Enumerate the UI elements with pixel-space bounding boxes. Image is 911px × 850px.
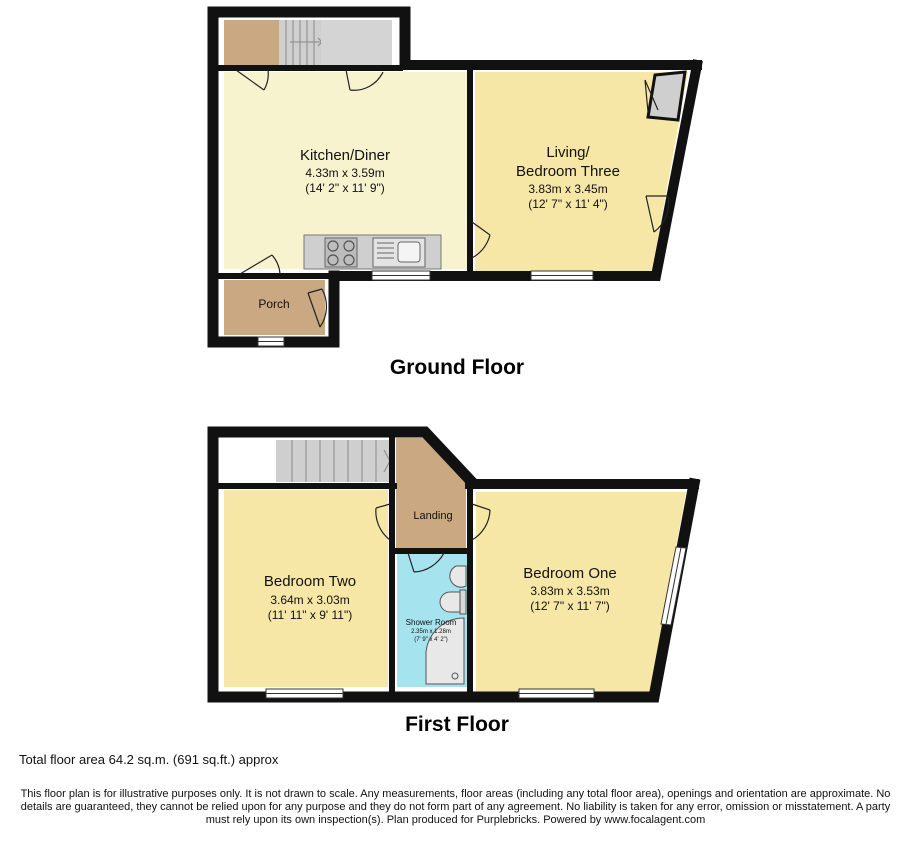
shower-room-imperial: (7' 9" x 4' 2") — [414, 637, 448, 643]
bedroom-two-name: Bedroom Two — [263, 573, 357, 590]
ground-cupboard — [321, 20, 392, 65]
living-chimney — [648, 72, 685, 120]
landing-room — [396, 438, 466, 548]
living-imperial: (12' 7" x 11' 4") — [528, 197, 608, 211]
ground-floor — [213, 12, 697, 379]
landing-name: Landing — [413, 510, 453, 522]
porch-name: Porch — [258, 297, 290, 311]
bedroom-one-metric: 3.83m x 3.53m — [530, 584, 610, 598]
bedroom-one-imperial: (12' 7" x 11' 7") — [530, 599, 610, 613]
total-floor-area: Total floor area 64.2 sq.m. (691 sq.ft.) approx — [19, 752, 279, 767]
first-floor-title: First Floor — [405, 713, 509, 736]
kitchen-imperial: (14' 2" x 11' 9") — [305, 181, 385, 195]
bedroom-one-name: Bedroom One — [523, 565, 617, 582]
kitchen-name: Kitchen/Diner — [299, 147, 391, 164]
living-name-line1: Living/ — [546, 144, 590, 161]
bedroom-two-metric: 3.64m x 3.03m — [270, 593, 350, 607]
bedroom-two-imperial: (11' 11" x 9' 11") — [267, 608, 353, 622]
shower-room-metric: 2.35m x 1.28m — [411, 629, 451, 635]
kitchen-metric: 4.33m x 3.59m — [305, 166, 385, 180]
shower-room-name: Shower Room — [405, 618, 457, 627]
ground-floor-title: Ground Floor — [389, 356, 525, 379]
living-metric: 3.83m x 3.45m — [528, 182, 608, 196]
living-name-line2: Bedroom Three — [516, 163, 620, 180]
disclaimer-text: This floor plan is for illustrative purposes only. It is not drawn to scale. Any measurements, floor areas (including any total floor area), openings and orientation are approximate. No details are guaranteed, they cannot be relied upon for any purpose and they do not form part of any agreement. No liability is taken for any error, omission or misstatement. A party must rely upon its own inspection(s). Plan produced for Purplebricks. Powered by www.focalagent.com — [20, 788, 891, 826]
first-void — [224, 440, 276, 482]
first-floor — [213, 432, 694, 736]
ground-store-room — [224, 20, 279, 65]
